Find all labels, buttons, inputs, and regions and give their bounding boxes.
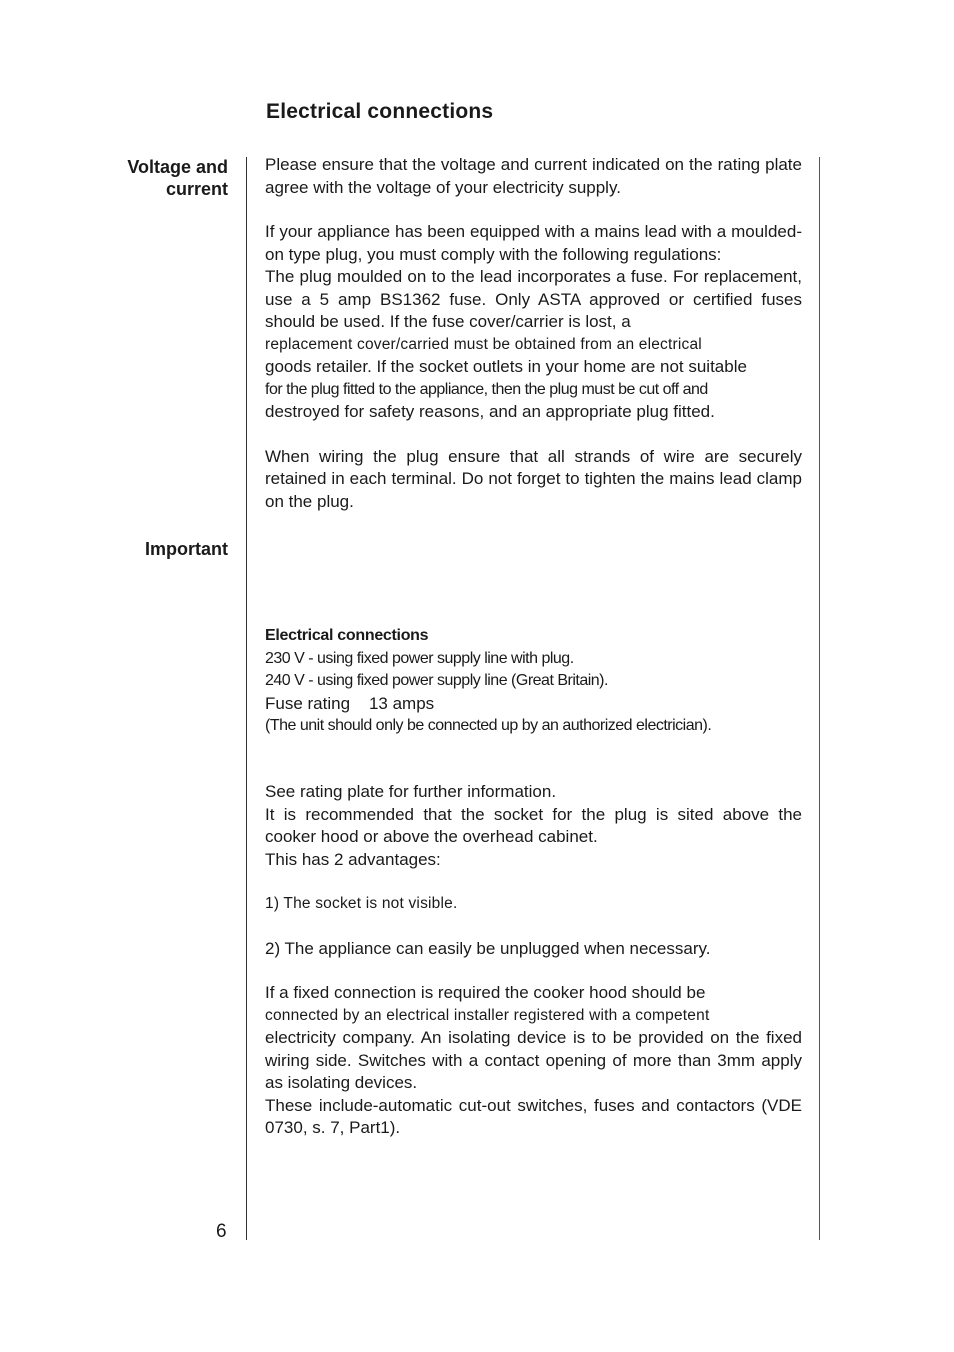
fuse-paragraph-line: goods retailer. If the socket outlets in your home are not suitable: [265, 357, 747, 376]
sidebar-heading-voltage-line2: current: [165, 179, 228, 199]
sidebar-heading-important: Important: [145, 539, 228, 559]
socket-section: [265, 781, 802, 1140]
fuse-paragraph: The plug moulded on to the lead incorporates a fuse. For replacement, use a 5 amp BS1362 fuse. Only ASTA approved or certified fuses should be used. If the fuse cover/carrier is lost, a: [265, 267, 802, 331]
fuse-paragraph-line: for the plug fitted to the appliance, then the plug must be cut off and: [265, 380, 708, 398]
fixed-connection-line: electricity company. An isolating device is to be provided on the fixed wiring side. Switches with a contact opening of more than 3mm apply as isolating devices.: [265, 1028, 802, 1092]
sidebar-heading-voltage-line1: Voltage and: [127, 157, 228, 177]
moulded-plug-paragraph: If your appliance has been equipped with a mains lead with a moulded-on type plug, you must comply with the following regulations:: [265, 222, 802, 264]
advantage-item-2: 2) The appliance can easily be unplugged when necessary.: [265, 938, 711, 958]
right-divider: [819, 157, 820, 1240]
advantages-intro: This has 2 advantages:: [265, 849, 441, 869]
fuse-rating-value: 13 amps: [368, 693, 435, 713]
connections-heading: Electrical connections: [265, 627, 429, 644]
fixed-connection-line: connected by an electrical installer registered with a competent: [265, 1006, 710, 1024]
connection-line-230v: 230 V - using fixed power supply line with plug.: [265, 649, 574, 667]
left-divider: [246, 157, 247, 1240]
isolating-devices-paragraph: These include-automatic cut-out switches, fuses and contactors (VDE 0730, s. 7, Part1).: [265, 1095, 802, 1137]
electrician-note: (The unit should only be connected up by an authorized electrician).: [265, 717, 712, 734]
wiring-paragraph: When wiring the plug ensure that all strands of wire are securely retained in each terminal. Do not forget to tighten the mains lead clamp on the plug.: [265, 446, 802, 511]
fuse-rating-label: Fuse rating: [265, 693, 351, 713]
fuse-paragraph-line: destroyed for safety reasons, and an appropriate plug fitted.: [265, 402, 715, 421]
fixed-connection-paragraph: If a fixed connection is required the cooker hood should be: [265, 983, 706, 1002]
sidebar-heading-voltage: [127, 156, 228, 200]
fuse-rating-line: [265, 693, 802, 716]
connections-block: [265, 625, 802, 738]
voltage-paragraph: Please ensure that the voltage and current indicated on the rating plate agree with the voltage of your electricity supply.: [265, 155, 802, 197]
fuse-paragraph-line: replacement cover/carried must be obtained from an electrical: [265, 335, 702, 353]
advantage-item-1: 1) The socket is not visible.: [265, 895, 458, 912]
connection-line-240v: 240 V - using fixed power supply line (Great Britain).: [265, 672, 608, 689]
voltage-section: [265, 154, 802, 513]
page-number: 6: [216, 1221, 227, 1242]
page-title: Electrical connections: [266, 100, 494, 123]
socket-recommendation: It is recommended that the socket for the plug is sited above the cooker hood or above the overhead cabinet.: [265, 804, 802, 846]
rating-plate-line: See rating plate for further information.: [265, 782, 557, 801]
